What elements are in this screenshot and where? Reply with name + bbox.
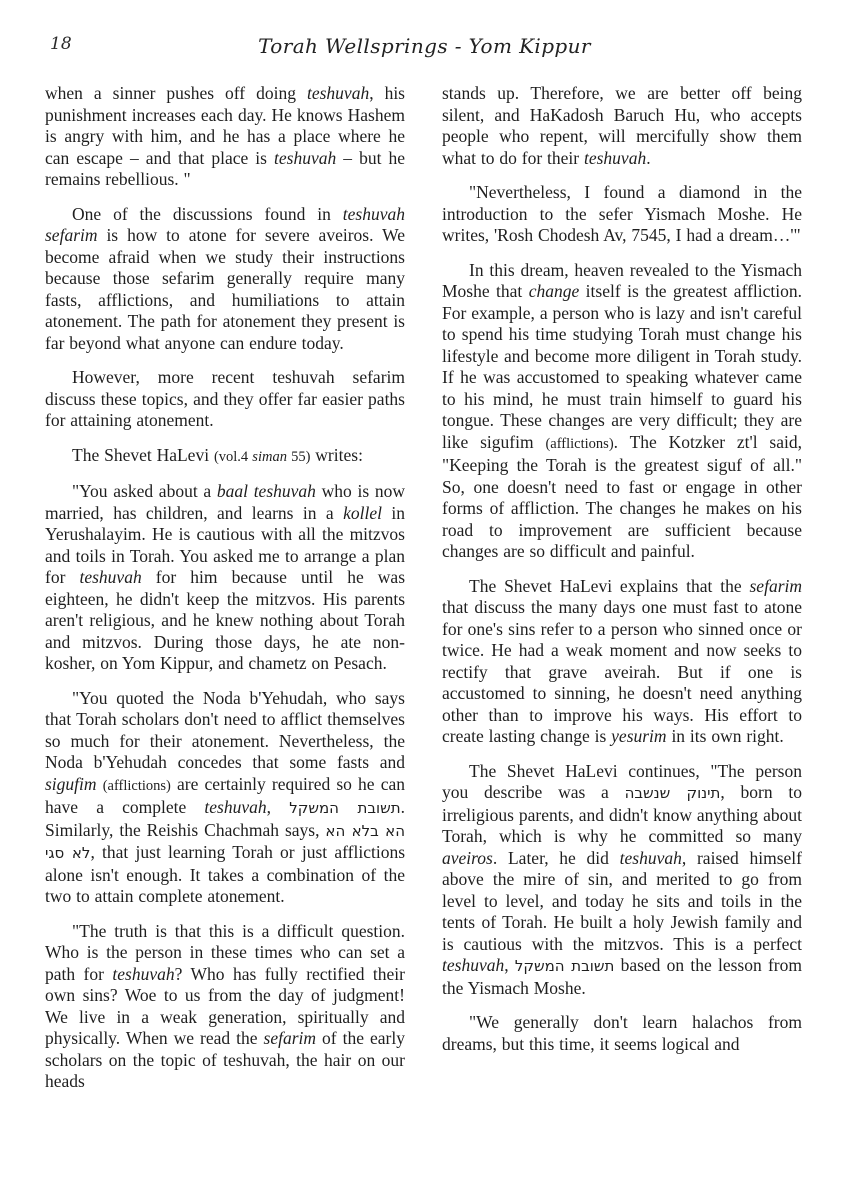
- italic-text: teshuvah: [204, 797, 267, 817]
- left-column: [45, 83, 405, 1093]
- right-column: [442, 83, 802, 1093]
- small-text: (afflictions): [102, 777, 171, 794]
- paragraph: "Nevertheless, I found a diamond in the introduction to the sefer Yismach Moshe. He writes, 'Rosh Chodesh Av, 7545, I had a dream…'": [442, 182, 802, 245]
- page-number: 18: [50, 34, 72, 54]
- italic-text: teshuvah: [112, 963, 175, 984]
- hebrew-text: הא בלא הא לא סגי: [45, 821, 405, 862]
- italic-text: sefarim: [749, 575, 802, 596]
- paragraph: "The truth is that this is a difficult question. Who is the person in these times who can set a path for teshuvah? Who has fully rectified their own sins? Woe to us from the day of judgment! We live in a weak generation, spiritually and physically. When we read the sefarim of the early scholars on the topic of teshuvah, the hair on our heads: [45, 920, 405, 1091]
- italic-text: teshuvah sefarim: [45, 203, 405, 245]
- paragraph: In this dream, heaven revealed to the Yismach Moshe that change itself is the greatest affliction. For example, a person who is lazy and isn't careful to spend his time studying Torah must change his lifestyle and become more diligent in Torah study. If he was accustomed to speaking whatever came to his mind, he must train himself to guard his tongue. These changes are very difficult; they are like sigufim (afflictions). The Kotzker zt'l said, "Keeping the Torah is the greatest siguf of all." So, one doesn't need to fast or engage in other forms of affliction. The changes he makes on his road to improvement are sufficient because changes are so difficult and painful.: [442, 259, 802, 561]
- italic-text: sefarim: [263, 1028, 317, 1048]
- page-title: Torah Wellsprings - Yom Kippur: [258, 34, 591, 58]
- small-text: (vol.4: [213, 448, 253, 465]
- italic-text: baal teshuvah: [216, 481, 316, 501]
- italic-text: teshuvah: [306, 83, 370, 103]
- italic-text: aveiros: [442, 847, 493, 868]
- hebrew-text: תשובת המשקל: [289, 799, 401, 817]
- text-columns: [0, 83, 849, 1093]
- paragraph: when a sinner pushes off doing teshuvah, his punishment increases each day. He knows Hashem is angry with him, and he has a place where he can escape – and that place is teshuvah – but he remains rebellious. ": [45, 83, 405, 189]
- paragraph: "You quoted the Noda b'Yehudah, who says that Torah scholars don't need to afflict themselves so much for their atonement. Nevertheless, the Noda b'Yehudah concedes that some fasts and sigufim (afflictions) are certainly required so he can have a complete teshuvah, תשובת המשקל. Similarly, the Reishis Chachmah says, הא בלא הא לא סגי, that just learning Torah or just afflictions alone isn't enough. It takes a combination of the two to attain complete atonement.: [45, 687, 406, 906]
- italic-text: teshuvah: [619, 847, 682, 868]
- small-text: 55): [286, 448, 311, 465]
- small-text: siman: [252, 448, 287, 465]
- italic-text: teshuvah: [79, 567, 142, 587]
- italic-text: yesurim: [611, 726, 667, 746]
- paragraph: One of the discussions found in teshuvah sefarim is how to atone for severe aveiros. We become afraid when we study their instructions because those sefarim generally require many fasts, afflictions, and humiliations to attain atonement. The path for atonement they present is far beyond what anyone can endure today.: [45, 203, 405, 353]
- paragraph: However, more recent teshuvah sefarim discuss these topics, and they offer far easier paths for attaining atonement.: [45, 367, 405, 430]
- italic-text: change: [528, 281, 580, 301]
- paragraph: "We generally don't learn halachos from dreams, but this time, it seems logical and: [442, 1012, 802, 1054]
- hebrew-text: תשובת המשקל: [514, 957, 615, 975]
- small-text: (afflictions): [545, 435, 614, 452]
- hebrew-text: תינוק שנשבה: [624, 784, 721, 802]
- italic-text: teshuvah: [442, 955, 505, 975]
- paragraph: The Shevet HaLevi (vol.4 siman 55) writes:: [72, 444, 363, 465]
- italic-text: kollel: [343, 502, 382, 523]
- page-header: [0, 0, 849, 64]
- paragraph: The Shevet HaLevi continues, "The person you describe was a תינוק שנשבה, born to irreligious parents, and didn't know anything about Torah, which is why he committed so many aveiros. Later, he did teshuvah, raised himself above the mire of sin, and merited to go from level to level, and today he sits and toils in the tents of Torah. He built a holy Jewish family and is cautious with the mitzvos. This is a perfect teshuvah, תשובת המשקל based on the lesson from the Yismach Moshe.: [442, 760, 802, 998]
- italic-text: teshuvah: [274, 147, 337, 168]
- paragraph: "You asked about a baal teshuvah who is now married, has children, and learns in a kollel in Yerushalayim. He is cautious with all the mitzvos and toils in Torah. You asked me to arrange a plan for teshuvah for him because until he was eighteen, he didn't keep the mitzvos. His parents aren't religious, and he knew nothing about Torah and mitzvos. During those days, he ate non-kosher, on Yom Kippur, and chametz on Pesach.: [45, 481, 405, 673]
- italic-text: sigufim: [45, 773, 97, 794]
- paragraph: The Shevet HaLevi explains that the sefarim that discuss the many days one must fast to atone for one's sins refer to a person who sinned once or twice. He had a weak moment and now seeks to rectify that grave aveirah. But if one is accustomed to sinning, he doesn't need anything other than to improve his ways. His effort to create lasting change is yesurim in its own right.: [442, 575, 802, 746]
- paragraph: stands up. Therefore, we are better off being silent, and HaKadosh Baruch Hu, who accepts people who repent, will mercifully show them what to do for their teshuvah.: [442, 83, 802, 168]
- italic-text: teshuvah: [583, 147, 647, 168]
